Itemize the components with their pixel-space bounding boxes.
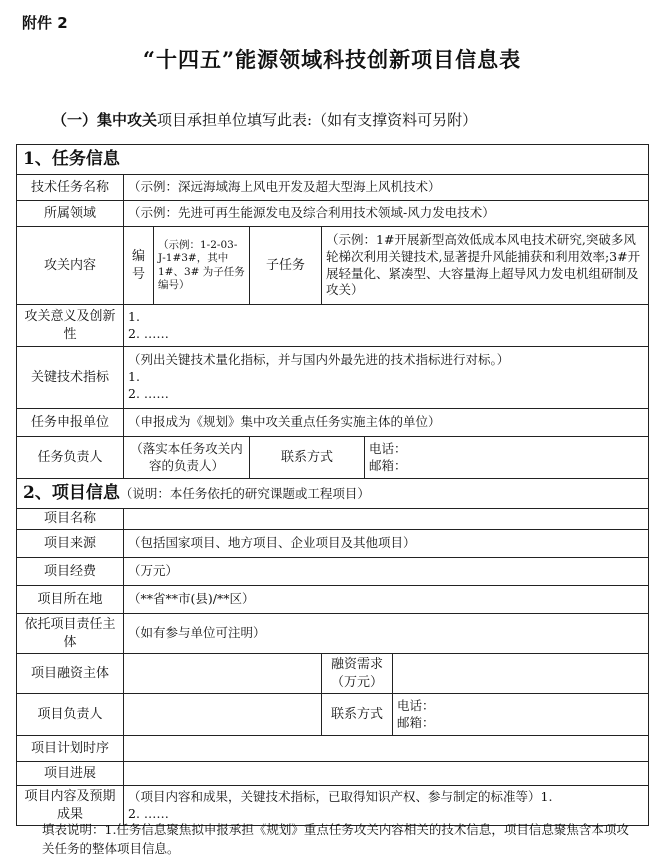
project-contact-label: 联系方式 <box>322 694 393 736</box>
project-source-field[interactable]: （包括国家项目、地方项目、企业项目及其他项目） <box>124 530 649 558</box>
project-schedule-field[interactable] <box>124 736 649 762</box>
task-field-row <box>17 201 649 227</box>
subtitle-rest: 项目承担单位填写此表:（如有支撑资料可另附） <box>157 111 478 129</box>
project-location-label: 项目所在地 <box>17 586 124 614</box>
project-name-field[interactable] <box>124 509 649 530</box>
task-field-field[interactable]: （示例：先进可再生能源发电及综合利用技术领域-风力发电技术） <box>124 201 649 227</box>
project-leader-field[interactable] <box>124 694 322 736</box>
project-leader-label: 项目负责人 <box>17 694 124 736</box>
indicator-note: （列出关键技术量化指标，并与国内外最先进的技术指标进行对标。） <box>128 352 510 368</box>
task-section-row <box>17 145 649 175</box>
project-source-row <box>17 530 649 558</box>
task-indicator-label: 关键技术指标 <box>17 347 124 409</box>
significance-item-1: 1. <box>128 308 140 324</box>
task-unit-label: 任务申报单位 <box>17 409 124 437</box>
task-significance-row <box>17 305 649 347</box>
significance-item-2: 2. …… <box>128 325 169 341</box>
task-contact-label: 联系方式 <box>250 437 365 479</box>
project-name-label: 项目名称 <box>17 509 124 530</box>
indicator-item-1: 1. <box>128 369 140 385</box>
project-location-field[interactable]: （**省**市(县)/**区） <box>124 586 649 614</box>
task-content-label: 攻关内容 <box>17 227 124 305</box>
project-contact-field[interactable] <box>393 694 649 736</box>
project-owner-field[interactable]: （如有参与单位可注明） <box>124 614 649 654</box>
task-field-label: 所属领域 <box>17 201 124 227</box>
project-section-note: （说明：本任务依托的研究课题或工程项目） <box>119 486 370 502</box>
task-leader-row <box>17 437 649 479</box>
project-owner-label: 依托项目责任主体 <box>17 614 124 654</box>
task-significance-field[interactable] <box>124 305 649 347</box>
task-contact-field[interactable] <box>365 437 649 479</box>
attachment-label: 附件 2 <box>22 14 68 32</box>
task-significance-label: 攻关意义及创新性 <box>17 305 124 347</box>
outcome-item-1: （项目内容和成果，关键技术指标，已取得知识产权、参与制定的标准等）1. <box>128 788 553 804</box>
task-number-label: 编号 <box>124 227 154 305</box>
project-owner-row <box>17 614 649 654</box>
task-unit-field[interactable]: （申报成为《规划》集中攻关重点任务实施主体的单位） <box>124 409 649 437</box>
project-progress-label: 项目进展 <box>17 762 124 786</box>
project-name-row <box>17 509 649 530</box>
fill-instructions: 填表说明：1.任务信息聚焦拟申报承担《规划》重点任务攻关内容相关的技术信息，项目信息聚焦含本项攻关任务的整体项目信息。 <box>42 822 629 857</box>
indicator-item-2: 2. …… <box>128 385 169 401</box>
project-progress-field[interactable] <box>124 762 649 786</box>
page-title: “十四五”能源领域科技创新项目信息表 <box>142 47 522 72</box>
project-section-row <box>17 479 649 509</box>
form-subtitle <box>52 109 477 130</box>
task-content-row <box>17 227 649 305</box>
task-name-label: 技术任务名称 <box>17 175 124 201</box>
info-form-table <box>16 144 649 826</box>
task-leader-field[interactable]: （落实本任务攻关内容的负责人） <box>124 437 250 479</box>
task-indicator-field[interactable] <box>124 347 649 409</box>
project-progress-row <box>17 762 649 786</box>
project-outcome-label: 项目内容及预期成果 <box>17 786 124 826</box>
project-source-label: 项目来源 <box>17 530 124 558</box>
project-schedule-row <box>17 736 649 762</box>
project-finance-field[interactable] <box>124 654 322 694</box>
project-schedule-label: 项目计划时序 <box>17 736 124 762</box>
subtitle-bold: （一）集中攻关 <box>52 111 158 129</box>
task-leader-label: 任务负责人 <box>17 437 124 479</box>
project-funds-label: 项目经费 <box>17 558 124 586</box>
project-phone: 电话： <box>397 697 435 713</box>
project-leader-row <box>17 694 649 736</box>
task-number-field[interactable]: （示例：1-2-03-J-1#3#，其中 1#、3# 为子任务编号） <box>154 227 250 305</box>
project-funds-row <box>17 558 649 586</box>
task-name-row <box>17 175 649 201</box>
task-subtask-label: 子任务 <box>250 227 322 305</box>
project-finance-need-field[interactable] <box>393 654 649 694</box>
task-phone: 电话： <box>369 440 407 456</box>
task-subtask-field[interactable]: （示例：1#开展新型高效低成本风电技术研究,突破多风轮梯次利用关键技术,显著提升风能捕获和利用效率;3#开展轻量化、紧凑型、大容量海上超导风力发电机组研制及攻关） <box>322 227 649 305</box>
project-finance-row <box>17 654 649 694</box>
task-name-field[interactable]: （示例：深远海域海上风电开发及超大型海上风机技术） <box>124 175 649 201</box>
project-location-row <box>17 586 649 614</box>
outcome-item-2: 2. …… <box>128 805 169 821</box>
task-unit-row <box>17 409 649 437</box>
task-indicator-row <box>17 347 649 409</box>
project-email: 邮箱： <box>397 714 435 730</box>
project-finance-label: 项目融资主体 <box>17 654 124 694</box>
project-section-title <box>17 479 649 509</box>
project-finance-need-label: 融资需求（万元） <box>322 654 393 694</box>
task-section-title: 1、任务信息 <box>17 145 649 175</box>
task-email: 邮箱： <box>369 457 407 473</box>
project-funds-field[interactable]: （万元） <box>124 558 649 586</box>
project-section-label: 2、项目信息 <box>23 483 120 504</box>
